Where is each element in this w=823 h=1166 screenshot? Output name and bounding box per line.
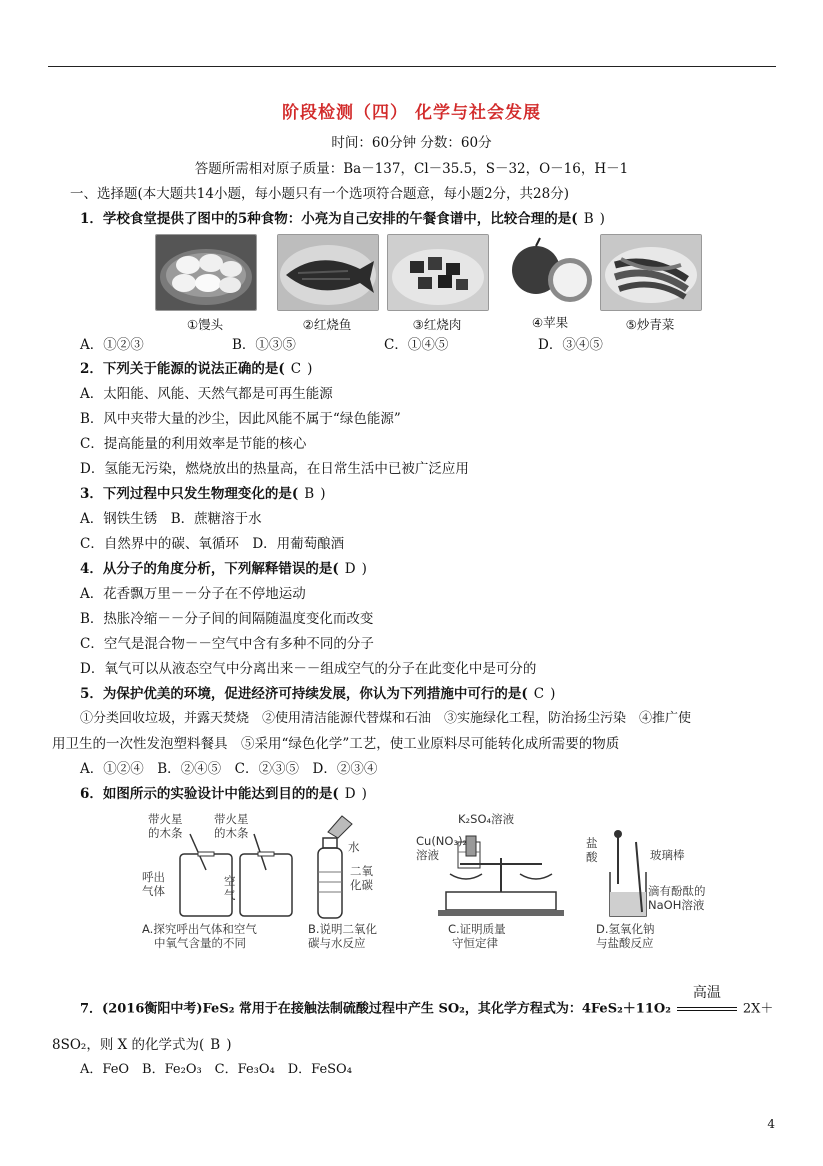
page-number: 4: [767, 1117, 775, 1131]
reaction-condition: [677, 985, 737, 1018]
q4-option-d: D．氧气可以从液态空气中分离出来－－组成空气的分子在此变化中是可分的: [80, 661, 537, 677]
q5-desc-line2: 用卫生的一次性发泡塑料餐具 ⑤采用“绿色化学”工艺，使工业原料尽可能转化成所需要的物质: [52, 736, 620, 752]
braised-pork-image: [387, 234, 489, 311]
fig-c-k2so4: K₂SO₄溶液: [458, 812, 515, 826]
experiment-figures: [138, 812, 706, 952]
q7-stem-suffix: 2X＋: [742, 1001, 774, 1017]
q3-answer: B: [304, 486, 315, 502]
condition-label: 高温: [692, 985, 721, 1001]
fig-a-gas2: 空气: [224, 874, 236, 902]
food-item: [500, 234, 600, 331]
q5-stem-text: 5．为保护优美的环境，促进经济可持续发展，你认为下列措施中可行的是(: [80, 686, 528, 702]
q4-answer: D: [344, 561, 356, 577]
question-6-stem: [80, 785, 367, 803]
stir-fried-greens-image: [600, 234, 702, 311]
food-caption: ①馒头: [186, 317, 224, 332]
fig-b-water: 水: [348, 840, 360, 854]
experiment-a: [138, 812, 298, 952]
fig-a-gas1: 呼出气体: [142, 870, 165, 898]
page-title: 阶段检测（四） 化学与社会发展: [282, 103, 541, 123]
q1-option-b: B．①③⑤: [232, 337, 296, 353]
q4-option-c: C．空气是混合物－－空气中含有多种不同的分子: [80, 636, 374, 652]
q6-close: ): [361, 786, 367, 802]
top-rule: [48, 66, 776, 67]
food-caption: ⑤炒青菜: [625, 317, 675, 332]
question-3-stem: [80, 485, 325, 503]
q2-option-d: D．氢能无污染，燃烧放出的热量高，在日常生活中已被广泛应用: [80, 461, 469, 477]
fig-d-acid-1: 盐: [586, 836, 598, 850]
question-1-stem: [80, 210, 605, 228]
fig-b-caption-2: 碳与水反应: [308, 936, 366, 950]
q7-line2: [52, 1036, 231, 1054]
fig-d-caption-2: 与盐酸反应: [596, 936, 654, 950]
time-score: 时间：60分钟 分数：60分: [331, 135, 492, 151]
q2-stem-text: 2．下列关于能源的说法正确的是(: [80, 361, 285, 377]
fig-d-rod: 玻璃棒: [650, 848, 685, 862]
food-item: [277, 234, 377, 333]
q4-option-a: A．花香飘万里－－分子在不停地运动: [80, 586, 306, 602]
q6-stem-text: 6．如图所示的实验设计中能达到目的的是(: [80, 786, 339, 802]
fig-d-naoh-2: NaOH溶液: [648, 898, 705, 912]
q2-option-c: C．提高能量的利用效率是节能的核心: [80, 436, 307, 452]
fig-a-label2: 带火星的木条: [214, 812, 249, 840]
fig-d-caption-1: D.氢氧化钠: [596, 922, 655, 936]
q4-close: ): [361, 561, 367, 577]
q7-options: A．FeO B．Fe₂O₃ C．Fe₃O₄ D．FeSO₄: [80, 1062, 352, 1077]
q3-stem-text: 3．下列过程中只发生物理变化的是(: [80, 486, 299, 502]
equation-bar: [677, 1007, 737, 1008]
fig-b-co2: 二氧化碳: [350, 864, 373, 892]
q2-close: ): [307, 361, 313, 377]
braised-fish-image: [277, 234, 379, 311]
q1-option-c: C．①④⑤: [384, 337, 449, 353]
question-7-stem: [80, 985, 774, 1019]
q5-options: A．①②④ B．②④⑤ C．②③⑤ D．②③④: [80, 761, 378, 777]
fig-d-acid-2: 酸: [586, 850, 598, 864]
fig-c-cuno3-1: Cu(NO₃)₂: [416, 834, 468, 848]
question-5-stem: [80, 685, 555, 703]
q7-answer: B: [210, 1037, 221, 1053]
fig-a-caption-1: A.探究呼出气体和空气: [142, 922, 257, 936]
q4-stem-text: 4．从分子的角度分析，下列解释错误的是(: [80, 561, 339, 577]
experiment-d: [586, 812, 706, 952]
question-4-stem: [80, 560, 367, 578]
experiment-b: [308, 812, 408, 952]
q3-options-line2: C．自然界中的碳、氧循环 D．用葡萄酿酒: [80, 536, 345, 552]
question-2-stem: [80, 360, 312, 378]
q1-option-a: A．①②③: [80, 337, 144, 353]
fig-d-naoh-1: 滴有酚酞的: [648, 884, 706, 898]
food-caption: ④苹果: [531, 315, 569, 330]
apple-image: [500, 234, 600, 309]
q7-line2-prefix: 8SO₂，则 X 的化学式为(: [52, 1037, 205, 1053]
q7-stem-prefix: 7．(2016衡阳中考)FeS₂ 常用于在接触法制硫酸过程中产生 SO₂，其化学方程式为：4FeS₂＋11O₂: [80, 1001, 671, 1017]
food-caption: ③红烧肉: [412, 317, 462, 332]
q5-answer: C: [533, 686, 545, 702]
food-item: [387, 234, 487, 333]
food-images: [155, 234, 725, 332]
atomic-masses: 答题所需相对原子质量：Ba－137，Cl－35.5，S－32，O－16，H－1: [194, 161, 629, 177]
fig-c-cuno3-2: 溶液: [416, 848, 439, 862]
q2-option-b: B．风中夹带大量的沙尘，因此风能不属于“绿色能源”: [80, 411, 401, 427]
equation-bar: [677, 1010, 737, 1011]
experiment-c: [416, 812, 566, 952]
q5-close: ): [550, 686, 556, 702]
q3-options-line1: A．钢铁生锈 B．蔗糖溶于水: [80, 511, 262, 527]
fig-a-caption-2: 中氧气含量的不同: [154, 936, 246, 950]
fig-a-label1: 带火星的木条: [148, 812, 183, 840]
q6-answer: D: [344, 786, 356, 802]
q2-option-a: A．太阳能、风能、天然气都是可再生能源: [80, 386, 333, 402]
food-caption: ②红烧鱼: [302, 317, 352, 332]
fig-c-caption-2: 守恒定律: [452, 936, 498, 950]
steamed-bun-image: [155, 234, 257, 311]
q5-desc-line1: ①分类回收垃圾，并露天焚烧 ②使用清洁能源代替煤和石油 ③实施绿化工程，防治扬尘污染 ④推广使: [80, 711, 692, 726]
q1-stem-text: 1．学校食堂提供了图中的5种食物：小亮为自己安排的午餐食谱中，比较合理的是(: [80, 211, 578, 227]
food-item: [600, 234, 700, 333]
q1-answer: B: [583, 211, 594, 227]
fig-b-caption-1: B.说明二氧化: [308, 922, 378, 936]
q2-answer: C: [290, 361, 302, 377]
q1-close: ): [599, 211, 605, 227]
q1-option-d: D．③④⑤: [538, 337, 603, 353]
q7-close: ): [226, 1037, 232, 1053]
fig-c-caption-1: C.证明质量: [448, 922, 506, 936]
q4-option-b: B．热胀冷缩－－分子间的间隔随温度变化而改变: [80, 611, 374, 627]
section-heading: 一、选择题(本大题共14小题，每小题只有一个选项符合题意，每小题2分，共28分): [70, 186, 569, 202]
q3-close: ): [320, 486, 326, 502]
food-item: [155, 234, 255, 333]
